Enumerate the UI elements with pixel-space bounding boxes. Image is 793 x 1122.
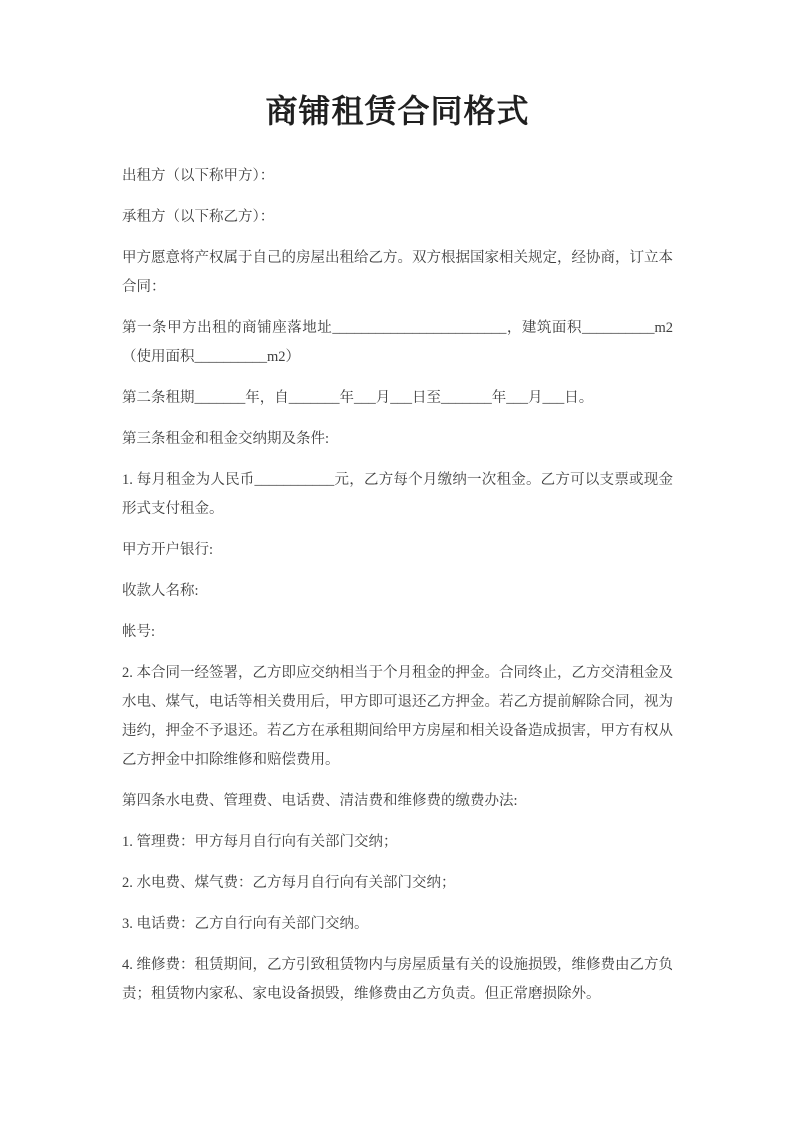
- document-title: 商铺租赁合同格式: [265, 93, 530, 129]
- lessor-party-line: 出租方（以下称甲方）：: [122, 168, 275, 184]
- landlord-bank-line: 甲方开户银行:: [122, 542, 214, 558]
- account-number-line: 帐号:: [122, 624, 156, 640]
- lessee-party-line: 承租方（以下称乙方）：: [122, 209, 275, 225]
- clause-3-item-1-rent: 1. 每月租金为人民币___________元，乙方每个月缴纳一次租金。乙方可以支票或现金形式支付租金。: [122, 472, 673, 517]
- clause-4-item-3-telephone-fee: 3. 电话费：乙方自行向有关部门交纳。: [122, 916, 369, 932]
- clause-3-item-2-deposit: 2. 本合同一经签署，乙方即应交纳相当于个月租金的押金。合同终止，乙方交清租金及水电、煤气，电话等相关费用后，甲方即可退还乙方押金。若乙方提前解除合同，视为违约，押金不予退还。若乙方在承租期间给甲方房屋和相关设备造成损害，甲方有权从乙方押金中扣除维修和赔偿费用。: [122, 665, 673, 768]
- clause-4-item-2-utilities-fee: 2. 水电费、煤气费：乙方每月自行向有关部门交纳；: [122, 875, 456, 891]
- clause-2-term: 第二条租期_______年，自_______年___月___日至_______年___月___日。: [122, 390, 594, 406]
- clause-4-heading: 第四条水电费、管理费、电话费、清洁费和维修费的缴费办法:: [122, 793, 518, 809]
- preamble-paragraph: 甲方愿意将产权属于自己的房屋出租给乙方。双方根据国家相关规定，经协商，订立本合同：: [122, 250, 673, 295]
- clause-4-item-4-repair-fee: 4. 维修费：租赁期间，乙方引致租赁物内与房屋质量有关的设施损毁，维修费由乙方负责；租赁物内家私、家电设备损毁，维修费由乙方负责。但正常磨损除外。: [122, 957, 673, 1002]
- clause-4-item-1-management-fee: 1. 管理费：甲方每月自行向有关部门交纳；: [122, 834, 398, 850]
- payee-name-line: 收款人名称:: [122, 583, 199, 599]
- clause-1-premises: 第一条甲方出租的商铺座落地址________________________，建筑面积__________m2（使用面积__________m2）: [122, 320, 673, 365]
- clause-3-heading: 第三条租金和租金交纳期及条件:: [122, 431, 330, 447]
